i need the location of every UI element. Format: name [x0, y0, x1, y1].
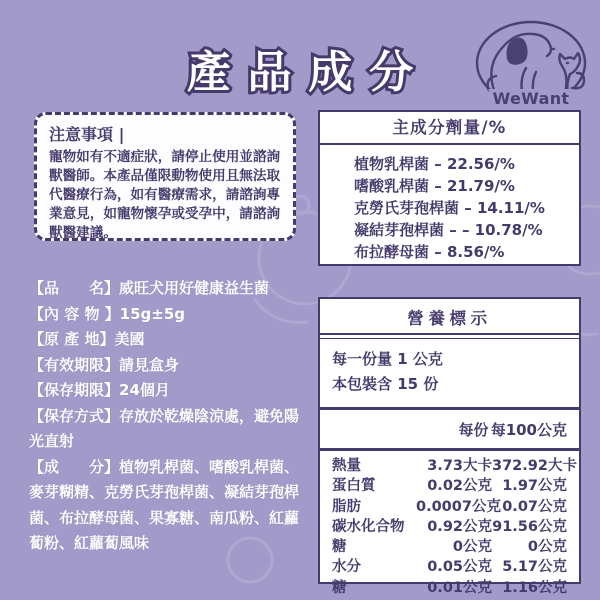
product-info-label: 【成 分】 [29, 457, 120, 476]
nutrition-name-column-spacer [332, 419, 410, 440]
product-info-entry [29, 327, 309, 353]
serving-size: 每一份量 1 公克 [332, 350, 443, 368]
nutrient-per-serving: 0.02公克 [427, 478, 492, 495]
notice-title: 注意事項 | [49, 125, 125, 144]
main-ingredient-item: 克勞氏芽孢桿菌 – 14.11/% [354, 199, 545, 217]
main-ingredient-list [320, 145, 579, 263]
nutrition-row [332, 456, 577, 476]
product-info-entry [29, 378, 309, 404]
product-info-label: 【品 名】 [29, 279, 120, 297]
nutrient-name: 蛋白質 [332, 478, 376, 495]
nutrient-per-100g: 372.92大卡 [492, 458, 577, 474]
product-info-value: 存放於乾燥陰涼處，避免陽光直射 [29, 406, 300, 450]
product-info-value: 24個月 [119, 381, 170, 399]
nutrition-row [332, 557, 567, 577]
nutrient-per-100g: 91.56公克 [492, 518, 567, 535]
page-title: 產品成分 [186, 47, 430, 98]
nutrition-row [332, 497, 567, 517]
nutrient-name: 熱量 [332, 458, 361, 474]
main-ingredient-dosage-title: 主成分劑量/% [320, 112, 579, 145]
nutrient-name: 糖 [332, 539, 347, 556]
nutrient-per-serving: 0公克 [452, 539, 492, 556]
product-info-label: 【保存方式】 [29, 406, 120, 425]
brand-logo [470, 18, 592, 110]
product-info-entry [29, 404, 309, 455]
product-info-value: 美國 [114, 330, 145, 348]
main-ingredient-dosage-box [318, 110, 581, 266]
product-info-entry [29, 276, 309, 302]
nutrition-row [332, 476, 567, 496]
nutrition-facts-box [318, 297, 581, 596]
nutrient-per-serving: 3.73大卡 [427, 458, 492, 474]
nutrition-row [332, 537, 567, 557]
main-ingredient-item: 植物乳桿菌 – 22.56/% [354, 155, 515, 173]
per-serving-column-header: 每份 [458, 421, 489, 439]
nutrient-per-serving: 0.0007公克 [416, 498, 501, 515]
product-info-label: 【保存期限】 [29, 381, 120, 399]
product-info-list [29, 276, 309, 557]
nutrition-serving-section [320, 338, 579, 410]
product-info-entry [29, 302, 309, 328]
main-ingredient-item: 布拉酵母菌 – 8.56/% [354, 243, 505, 261]
nutrition-row [332, 517, 567, 537]
notice-box [34, 112, 296, 241]
nutrition-row [332, 578, 567, 598]
brand-name: WeWant [489, 89, 574, 108]
nutrient-per-100g: 0公克 [527, 539, 567, 556]
product-info-entry [29, 353, 309, 379]
nutrition-column-headers [320, 410, 579, 451]
nutrient-name: 脂肪 [332, 498, 361, 515]
product-info-value: 威旺犬用好健康益生菌 [119, 279, 270, 297]
main-ingredient-item: 凝結芽孢桿菌 – – 10.78/% [354, 221, 543, 239]
per-100g-column-header: 每100公克 [490, 421, 567, 439]
product-info-entry [29, 455, 309, 557]
nutrient-name: 水分 [332, 559, 361, 576]
product-info-label: 【內 容 物 】 [29, 304, 120, 323]
nutrient-per-100g: 1.16公克 [502, 579, 567, 596]
product-info-value: 請見盒身 [119, 355, 180, 374]
nutrient-per-serving: 0.01公克 [427, 579, 492, 596]
nutrition-table [320, 451, 579, 598]
notice-body: 寵物如有不適症狀，請停止使用並諮詢獸醫師。本產品僅限動物使用且無法取代醫療行為，如有醫療需求，請諮詢專業意見，如寵物懷孕或受孕中，請諮詢獸醫建議。 [49, 149, 281, 241]
servings-per-pack: 本包裝含 15 份 [332, 375, 439, 393]
main-ingredient-item: 嗜酸乳桿菌 – 21.79/% [354, 177, 515, 195]
product-info-label: 【有效期限】 [29, 355, 120, 374]
nutrition-title: 營養標示 [320, 299, 579, 335]
nutrient-name: 糖 [332, 579, 347, 596]
nutrient-per-serving: 0.92公克 [427, 518, 492, 535]
product-info-value: 植物乳桿菌、嗜酸乳桿菌、麥芽糊精、克勞氏芽孢桿菌、凝結芽孢桿菌、布拉酵母菌、果寡糖、南瓜粉、紅蘿蔔粉、紅蘿蔔風味 [29, 457, 300, 552]
product-info-value: 15g±5g [119, 304, 186, 323]
nutrient-per-serving: 0.05公克 [427, 559, 492, 576]
nutrient-per-100g: 5.17公克 [502, 559, 567, 576]
nutrient-name: 碳水化合物 [332, 518, 405, 535]
nutrient-per-100g: 0.07公克 [502, 498, 567, 515]
product-info-label: 【原 產 地】 [29, 330, 115, 348]
nutrient-per-100g: 1.97公克 [502, 478, 567, 495]
